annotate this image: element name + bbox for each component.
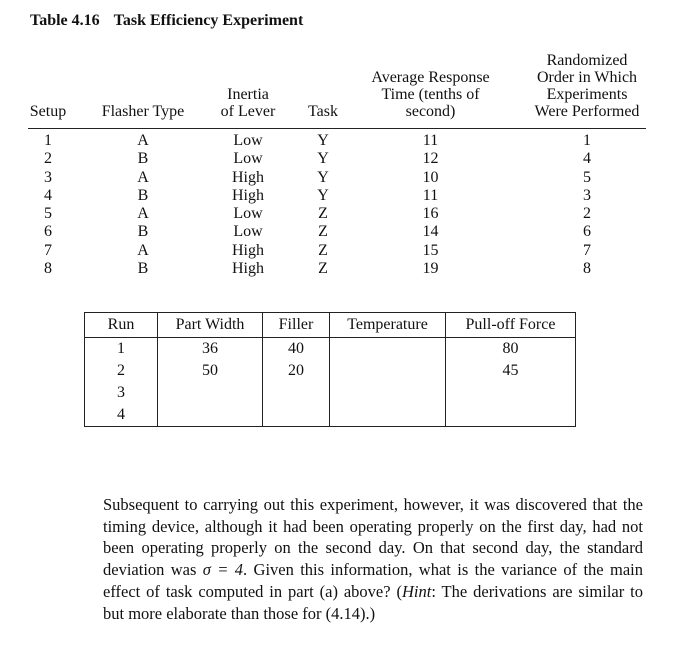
header-setup: Setup <box>29 103 67 120</box>
hint-label: Hint <box>402 581 432 601</box>
header-rule <box>28 128 646 129</box>
header-randomized-order: Randomized Order in Which Experiments Were Performed <box>534 52 640 120</box>
table-header <box>28 40 646 124</box>
table-row: 3 A High Y 10 5 <box>44 168 591 186</box>
header-flasher-type: Flasher Type <box>101 103 185 120</box>
table-body <box>28 132 646 278</box>
table-row: 7 A High Z 15 7 <box>44 241 591 259</box>
header-response-time: Average Response Time (tenths of second) <box>371 69 490 120</box>
table-row: 1 A Low Y 11 1 <box>44 132 591 149</box>
table-row: 6 B Low Z 14 6 <box>44 223 591 241</box>
header-task: Task <box>308 103 338 120</box>
header-pull-off-force: Pull-off Force <box>446 313 576 338</box>
header-filler: Filler <box>263 313 330 338</box>
sigma-expression: σ = 4 <box>202 560 244 580</box>
problem-paragraph: Subsequent to carrying out this experiment, however, it was discovered that the timing device, although it had been operating properly on the first day, had not been operating properly on the second day. On that second day, the standard deviation was σ = 4. Given this information, what is the variance of the main effect of task computed in part (a) above? (Hint: The derivations are similar to but more elaborate than those for (4.14).) <box>103 495 643 623</box>
table-caption <box>30 12 303 30</box>
table-row: 8 B High Z 19 8 <box>44 260 591 278</box>
table-header-row <box>85 313 576 338</box>
pull-off-force-cell: 80 45 <box>446 338 576 427</box>
header-run: Run <box>85 313 158 338</box>
header-inertia: Inertia of Lever <box>220 86 276 120</box>
table-row: 4 B High Y 11 3 <box>44 186 591 204</box>
header-temperature: Temperature <box>330 313 446 338</box>
table-row: 2 B Low Y 12 4 <box>44 150 591 168</box>
table-title: Task Efficiency Experiment <box>113 12 304 29</box>
table-number: Table 4.16 <box>30 12 100 29</box>
table-row <box>85 338 576 427</box>
run-cell: 1 2 3 4 <box>85 338 158 427</box>
header-part-width: Part Width <box>158 313 263 338</box>
table-row: 5 A Low Z 16 2 <box>44 205 591 223</box>
part-width-cell: 36 50 <box>158 338 263 427</box>
temperature-cell <box>330 338 446 427</box>
filler-cell: 40 20 <box>263 338 330 427</box>
pull-off-force-table <box>84 312 576 427</box>
